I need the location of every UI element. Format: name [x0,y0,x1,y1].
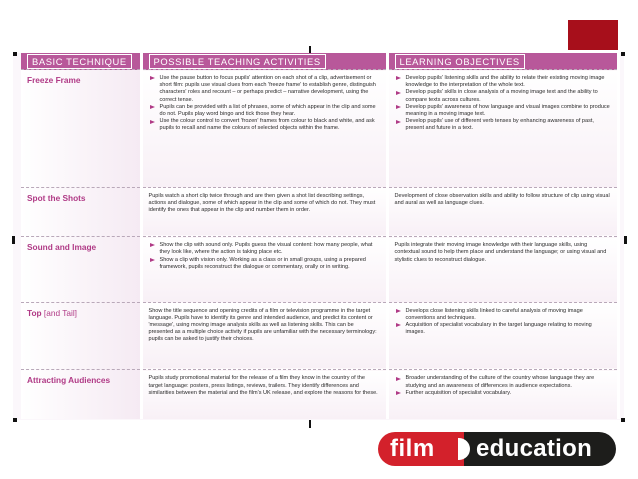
list-item: Further acquisition of specialist vocabulary. [395,390,611,397]
list-item: Show a clip with vision only. Working as a class or in small groups, using a prepared framework, pupils reconstruct the dialogue or commentary, orally or in writing. [149,257,380,271]
list-item: Show the clip with sound only. Pupils guess the visual content: how many people, what they look like, where the action is taking place etc. [149,242,380,256]
technique-name: Freeze Frame [27,75,81,85]
activities-list [149,75,380,133]
activities-cell [141,237,387,303]
header-label: POSSIBLE TEACHING ACTIVITIES [149,54,326,69]
teaching-table [21,53,620,419]
activities-list [149,242,380,271]
logo-film-word: film [378,432,469,466]
activities-cell [141,70,387,188]
activities-cell [141,370,387,419]
activities-text: Show the title sequence and opening credits of a film or television programme in the target language. Pupils have to identify its genre and intended audience, and predict its content or 'message', using moving image analysis skills as well as listening skills. This can be presented as a multiple choice activity if pupils are unfamiliar with the necessary terminology: pupils can be asked to justify their choices. [148,307,377,343]
objectives-cell [387,370,618,419]
objectives-cell [387,302,618,370]
table-row [21,187,618,236]
technique-name: Spot the Shots [27,192,86,203]
technique-cell [21,187,141,236]
objectives-cell [387,70,618,188]
crop-mark [621,52,625,56]
technique-name: Sound and Image [27,242,97,253]
header-learning-objectives [387,53,618,70]
objectives-text: Pupils integrate their moving image knowledge with their language skills, using contextual sound to help them place and understand the language; or using visual and stylistic clues to reconstruct dialogue. [394,242,607,263]
list-item: Pupils can be provided with a list of phrases, some of which appear in the clip and some do not. Pupils play word bingo and tick those they hear. [149,104,380,118]
table-row [21,370,618,419]
header-basic-technique [21,53,141,70]
crop-mark [12,236,15,244]
list-item: Develop pupils' skills in close analysis of a moving image text and the ability to compare texts across cultures. [395,89,611,103]
objectives-list [395,375,611,397]
crop-mark [13,418,17,422]
technique-cell [21,370,141,419]
objectives-cell [387,187,618,236]
technique-name: Top [27,307,42,318]
objectives-list [395,308,611,337]
crop-mark [624,236,627,244]
table-row [21,302,618,370]
list-item: Acquisition of specialist vocabulary in the target language relating to moving images. [395,322,611,336]
header-label: LEARNING OBJECTIVES [395,54,525,69]
table-row [21,237,618,303]
technique-cell [21,302,141,370]
technique-suffix: [and Tail] [43,307,77,318]
corner-accent [568,20,618,50]
list-item: Develop pupils' awareness of how language and visual images combine to produce meaning in a moving image text. [395,104,611,118]
objectives-cell [387,237,618,303]
table-row [21,70,618,188]
activities-text: Pupils study promotional material for the release of a film they know in the country of the target language: posters, press listings, reviews, trailers. They identify differences and similarities between the material and the film's UK release, and explore the reasons for these. [148,375,378,396]
list-item: Use the pause button to focus pupils' attention on each shot of a clip, advertisement or short film: pupils use visual clues from each 'freeze frame' to establish genre, distinguish characters' roles and recount – or perhaps predict – narrative development, using the correct tense. [149,75,380,104]
logo-education-word: education [464,432,616,466]
activities-text: Pupils watch a short clip twice through and are then given a shot list describing settings, actions and dialogue, some of which appear in the clip and some of which do not. They must identify the ones that appear in the clip and number them in order. [148,192,376,214]
list-item: Develop pupils' listening skills and the ability to relate their existing moving image knowledge to the interpretation of the whole text. [395,75,611,89]
technique-name: Attracting Audiences [27,375,111,386]
activities-cell [141,187,387,236]
crop-mark [621,418,625,422]
objectives-list [395,75,611,133]
header-label: BASIC TECHNIQUE [27,54,132,69]
table-header-row [21,53,618,70]
technique-cell [21,237,141,303]
list-item: Develop pupils' use of different verb tenses by enhancing awareness of past, present and future in a text. [395,118,611,132]
list-item: Broader understanding of the culture of the country whose language they are studying and an awareness of differences in audience expectations. [395,375,611,389]
crop-mark [309,420,311,428]
crop-mark [13,52,17,56]
list-item: Develops close listening skills linked to careful analysis of moving image conventions and techniques. [395,308,611,322]
objectives-text: Development of close observation skills and ability to follow structure of clip using visual and aural as well as language clues. [394,192,610,207]
technique-cell [21,70,141,188]
activities-cell [141,302,387,370]
header-teaching-activities [141,53,387,70]
list-item: Use the colour control to convert 'frozen' frames from colour to black and white, and ask pupils to recall and name the colours of selected objects within the frame. [149,118,380,132]
